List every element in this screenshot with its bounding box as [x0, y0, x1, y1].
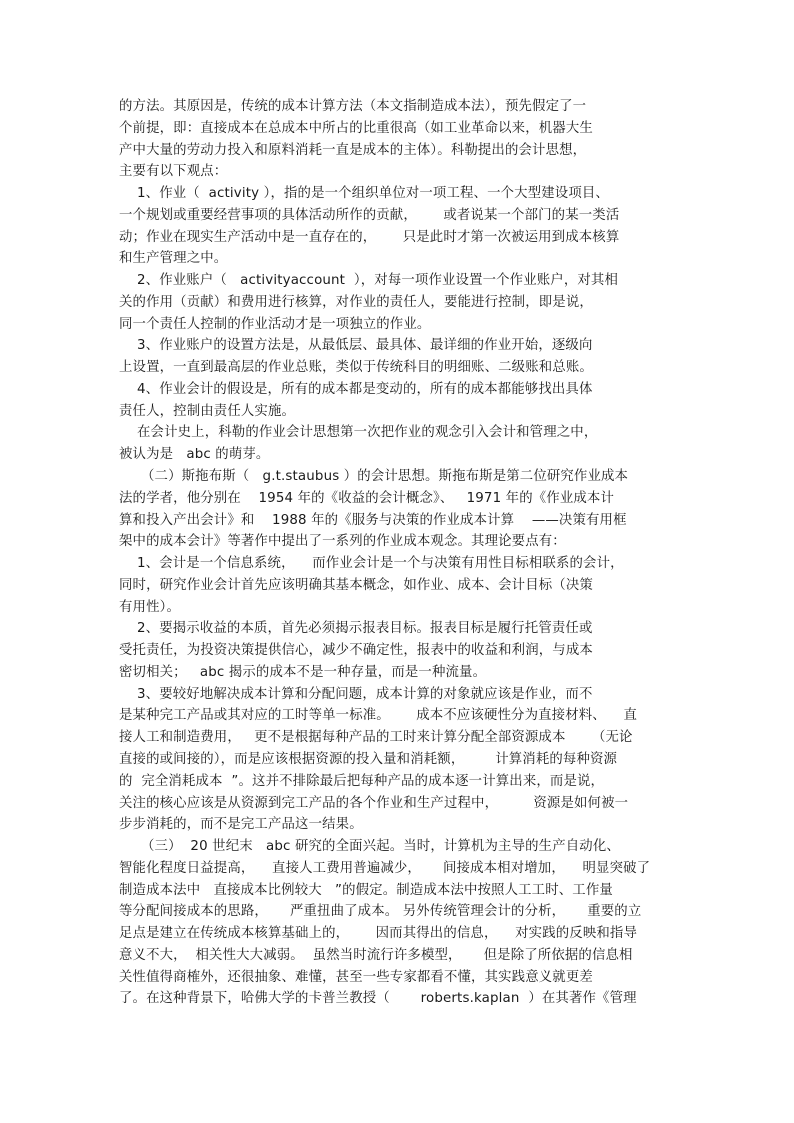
text-line: 意义不大， 相关性大大减弱。 虽然当时流行许多模型， 但是除了所依据的信息相	[119, 947, 633, 963]
document-body	[119, 96, 679, 1010]
text-line: 在会计史上，科勒的作业会计思想第一次把作业的观念引入会计和管理之中，	[137, 425, 598, 441]
text-line: 3、作业账户的设置方法是，从最低层、最具体、最详细的作业开始，逐级向	[137, 338, 593, 354]
text-line: 上设置，一直到最高层的作业总账，类似于传统科目的明细账、二级账和总账。	[119, 360, 593, 376]
text-line: 1、作业（ activity ），指的是一个组织单位对一项工程、一个大型建设项目、	[137, 186, 609, 202]
text-line: 3、要较好地解决成本计算和分配问题，成本计算的对象就应该是作业，而不	[137, 686, 593, 702]
text-line: 步步消耗的，而不是完工产品这一结果。	[119, 817, 363, 833]
text-line: 一个规划或重要经营事项的具体活动所作的贡献， 或者说某一个部门的某一类活	[119, 207, 620, 223]
text-line: 直接的或间接的），而是应该根据资源的投入量和消耗额， 计算消耗的每种资源	[119, 751, 618, 767]
text-line: 足点是建立在传统成本核算基础上的， 因而其得出的信息， 对实践的反映和指导	[119, 926, 637, 942]
text-line: 责任人，控制由责任人实施。	[119, 403, 296, 419]
text-line: 关性值得商榷外，还很抽象、难懂，甚至一些专家都看不懂，其实践意义就更差	[119, 969, 593, 985]
text-line: 是某种完工产品或其对应的工时等单一标准。 成本不应该硬性分为直接材料、 直	[119, 708, 637, 724]
text-line: 和生产管理之中。	[119, 251, 228, 267]
text-line: 个前提，即：直接成本在总成本中所占的比重很高（如工业革命以来，机器大生	[119, 120, 593, 136]
text-line: （三） 20 世纪末 abc 研究的全面兴起。当时，计算机为主导的生产自动化、	[141, 839, 620, 855]
text-line: 的方法。其原因是，传统的成本计算方法（本文指制造成本法），预先假定了一	[119, 99, 587, 114]
text-line: 关的作用（贡献）和费用进行核算，对作业的责任人，要能进行控制，即是说，	[119, 294, 593, 310]
text-line: 同时，研究作业会计首先应该明确其基本概念，如作业、成本、会计目标（决策	[119, 577, 593, 593]
text-line: 动；作业在现实生产活动中是一直存在的， 只是此时才第一次被运用到成本核算	[119, 229, 620, 245]
text-line: 主要有以下观点：	[119, 164, 228, 180]
text-line: 等分配间接成本的思路， 严重扭曲了成本。 另外传统管理会计的分析， 重要的立	[119, 904, 642, 920]
text-line: 智能化程度日益提高， 直接人工费用普遍减少， 间接成本相对增加， 明显突破了	[119, 860, 651, 876]
text-line: 受托责任，为投资决策提供信心，减少不确定性，报表中的收益和利润，与成本	[119, 643, 593, 659]
text-line: 的 完全消耗成本 ”。这并不排除最后把每种产品的成本逐一计算出来，而是说，	[119, 773, 605, 789]
text-line: 1、会计是一个信息系统， 而作业会计是一个与决策有用性目标相联系的会计，	[137, 556, 624, 572]
text-line: 被认为是 abc 的萌芽。	[119, 447, 270, 463]
text-line: 同一个责任人控制的作业活动才是一项独立的作业。	[119, 316, 431, 332]
text-line: 制造成本法中 直接成本比例较大 ”的假定。制造成本法中按照人工工时、工作量	[119, 882, 613, 898]
text-line: 算和投入产出会计》和 1988 年的《服务与决策的作业成本计算 ——决策有用框	[119, 512, 627, 528]
text-line: 2、作业账户（ activityaccount ），对每一项作业设置一个作业账户，对其相	[137, 273, 619, 289]
text-line: 4、作业会计的假设是，所有的成本都是变动的，所有的成本都能够找出具体	[137, 381, 593, 397]
text-line: 法的学者，他分别在 1954 年的《收益的会计概念》、 1971 年的《作业成本计	[119, 490, 614, 506]
text-line: 接人工和制造费用， 更不是根据每种产品的工时来计算分配全部资源成本 （无论	[119, 730, 633, 746]
text-line: 产中大量的劳动力投入和原料消耗一直是成本的主体）。科勒提出的会计思想，	[119, 142, 587, 158]
text-line: （二）斯拖布斯（ g.t.staubus ）的会计思想。斯拖布斯是第二位研究作业成本	[141, 469, 629, 485]
text-line: 架中的成本会计》等著作中提出了一系列的作业成本观念。其理论要点有：	[119, 534, 566, 550]
text-line: 密切相关； abc 揭示的成本不是一种存量，而是一种流量。	[119, 664, 487, 680]
text-line: 有用性）。	[119, 599, 181, 615]
text-line: 2、要揭示收益的本质，首先必须揭示报表目标。报表目标是履行托管责任或	[137, 621, 593, 637]
text-line: 了。在这种背景下，哈佛大学的卡普兰教授（ roberts.kaplan ）在其著作《管理	[119, 991, 637, 1007]
text-line: 关注的核心应该是从资源到完工产品的各个作业和生产过程中， 资源是如何被一	[119, 795, 629, 811]
